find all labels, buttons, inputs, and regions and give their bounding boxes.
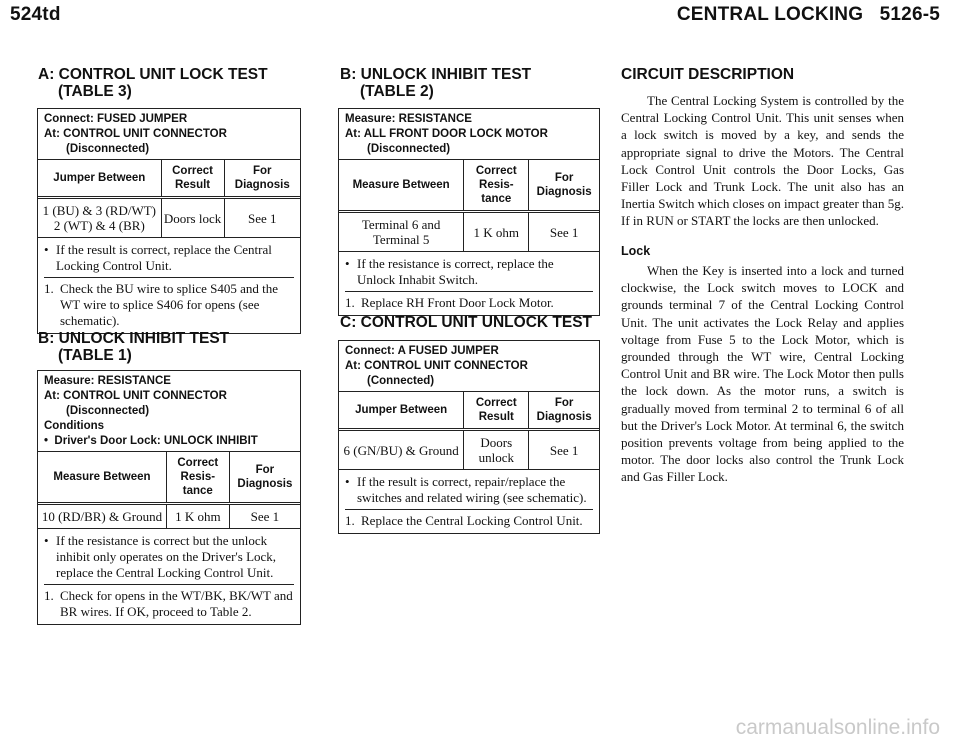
table-row — [38, 504, 300, 529]
table-cell: See 1 — [229, 504, 300, 529]
circuit-description-title: CIRCUIT DESCRIPTION — [621, 66, 795, 83]
bullet-icon: • — [345, 256, 350, 271]
bullet-icon: • — [44, 242, 49, 257]
note-text: Check the BU wire to splice S405 and the WT wire to splice S406 for opens (see schematic). — [60, 281, 279, 328]
state-line: (Disconnected) — [66, 405, 150, 417]
note-bullet — [345, 474, 593, 506]
column-header: Correct Result — [464, 392, 529, 430]
column-header: For Diagnosis — [529, 392, 599, 430]
at-line: At: CONTROL UNIT CONNECTOR — [44, 390, 227, 402]
section-b2-notes — [339, 252, 599, 315]
lock-paragraph: When the Key is inserted into a lock and turned clockwise, the Lock switch moves to LOCK and grounds terminal 7 of the Central Locking Control Unit. The unit activates the Lock Relay and applies voltage from Fuse 5 to the Lock Motor, which is grounded through the WT wire, Central Locking Control Unit and BR wire. The Lock Motor then pulls the lock down. As the motor runs, a switch is gradually moved from terminal 2 to terminal 6 of all but the Driver's Lock Motor. At terminal 6, the switch position prevents voltage from being applied to the motor. The door locks also control the Trunk Lock and Gas Filler Lock. — [621, 263, 904, 485]
column-header: Correct Result — [161, 160, 224, 198]
section-b2-title — [340, 66, 531, 100]
section-a-table — [38, 160, 300, 238]
table-cell: 10 (RD/BR) & Ground — [38, 504, 166, 529]
section-b1-title-line1: B: UNLOCK INHIBIT TEST — [38, 330, 230, 347]
condition-item — [44, 434, 294, 449]
section-b1-test-header — [38, 371, 300, 452]
section-a-test-header — [38, 109, 300, 160]
note-step — [44, 277, 294, 329]
section-a-test-box — [37, 108, 301, 334]
step-number: 1. — [345, 513, 355, 528]
column-header: Correct Resis- tance — [166, 452, 229, 504]
lock-subheading: Lock — [621, 244, 651, 258]
section-b2-title-line1: B: UNLOCK INHIBIT TEST — [340, 66, 532, 83]
column-header: Jumper Between — [339, 392, 464, 430]
note-text: If the resistance is correct, replace the Unlock Inhabit Switch. — [357, 256, 554, 287]
table-header-row — [339, 392, 599, 430]
column-header: For Diagnosis — [224, 160, 300, 198]
table-cell: See 1 — [529, 430, 599, 470]
note-text: If the resistance is correct but the unlock inhibit only operates on the Driver's Lock, replace the Central Locking Control Unit. — [56, 533, 277, 580]
table-cell: Doors unlock — [464, 430, 529, 470]
page-section-header: CENTRAL LOCKING 5126-5 — [676, 4, 940, 25]
column-header: Jumper Between — [38, 160, 161, 198]
section-b1-notes — [38, 529, 300, 624]
step-number: 1. — [44, 588, 54, 603]
page-model-code: 524td — [10, 4, 61, 25]
column-header: Correct Resis- tance — [464, 160, 529, 212]
table-header-row — [339, 160, 599, 212]
table-row — [339, 212, 599, 252]
table-header-row — [38, 160, 300, 198]
table-cell: See 1 — [529, 212, 599, 252]
measure-line: Measure: RESISTANCE — [44, 375, 171, 387]
at-line: At: CONTROL UNIT CONNECTOR — [44, 128, 227, 140]
conditions-label: Conditions — [44, 420, 105, 432]
at-line: At: ALL FRONT DOOR LOCK MOTOR — [345, 128, 548, 140]
state-line: (Disconnected) — [66, 143, 150, 155]
section-b2-test-box — [338, 108, 600, 316]
section-c-notes — [339, 470, 599, 533]
note-step — [44, 584, 294, 620]
column-header: For Diagnosis — [229, 452, 300, 504]
section-a-title — [38, 66, 268, 100]
note-text: Replace RH Front Door Lock Motor. — [361, 295, 554, 310]
watermark: carmanualsonline.info — [735, 716, 940, 739]
table-cell: Doors lock — [161, 198, 224, 238]
column-header: Measure Between — [38, 452, 166, 504]
section-a-title-line2: (TABLE 3) — [58, 83, 132, 100]
section-b1-test-box — [37, 370, 301, 625]
connect-line: Connect: A FUSED JUMPER — [345, 345, 499, 357]
at-line: At: CONTROL UNIT CONNECTOR — [345, 360, 528, 372]
table-cell: See 1 — [224, 198, 300, 238]
table-cell: 1 K ohm — [166, 504, 229, 529]
step-number: 1. — [44, 281, 54, 296]
table-row — [339, 430, 599, 470]
section-c-title: C: CONTROL UNIT UNLOCK TEST — [340, 314, 593, 331]
table-row — [38, 198, 300, 238]
section-c-test-header — [339, 341, 599, 392]
bullet-icon: • — [345, 474, 350, 489]
table-cell: Terminal 6 and Terminal 5 — [339, 212, 464, 252]
note-bullet — [44, 533, 294, 581]
note-text: If the result is correct, replace the Central Locking Control Unit. — [56, 242, 272, 273]
section-a-title-line1: A: CONTROL UNIT LOCK TEST — [38, 66, 268, 83]
condition-text: Driver's Door Lock: UNLOCK INHIBIT — [54, 435, 258, 447]
section-a-notes — [38, 238, 300, 333]
state-line: (Disconnected) — [367, 143, 451, 155]
measure-line: Measure: RESISTANCE — [345, 113, 472, 125]
connect-line: Connect: FUSED JUMPER — [44, 113, 188, 125]
column-header: For Diagnosis — [529, 160, 599, 212]
step-number: 1. — [345, 295, 355, 310]
note-step — [345, 509, 593, 529]
section-b2-title-line2: (TABLE 2) — [360, 83, 434, 100]
circuit-description-paragraph: The Central Locking System is controlled by the Central Locking Control Unit. This unit senses when a lock switch is moved by a key, and sends the appropriate signal to drive the Motors. The Central Lock Control Unit controls the Door Locks, Gas Filler Lock and Trunk Lock. The unit also has an Inertia Switch which closes on impact greater than 5g. If in RUN or START the locks are then unlocked. — [621, 93, 904, 229]
note-text: Check for opens in the WT/BK, BK/WT and BR wires. If OK, proceed to Table 2. — [60, 588, 293, 619]
section-c-table — [339, 392, 599, 470]
table-header-row — [38, 452, 300, 504]
note-step — [345, 291, 593, 311]
section-b1-title — [38, 330, 229, 364]
note-bullet — [44, 242, 294, 274]
section-b2-test-header — [339, 109, 599, 160]
note-text: Replace the Central Locking Control Unit. — [361, 513, 583, 528]
table-cell: 6 (GN/BU) & Ground — [339, 430, 464, 470]
note-text: If the result is correct, repair/replace the switches and related wiring (see schematic). — [357, 474, 587, 505]
bullet-icon: • — [44, 435, 55, 447]
section-b2-table — [339, 160, 599, 252]
column-header: Measure Between — [339, 160, 464, 212]
section-b1-title-line2: (TABLE 1) — [58, 347, 132, 364]
table-cell: 1 (BU) & 3 (RD/WT) 2 (WT) & 4 (BR) — [38, 198, 161, 238]
section-b1-table — [38, 452, 300, 529]
note-bullet — [345, 256, 593, 288]
section-c-test-box — [338, 340, 600, 534]
bullet-icon: • — [44, 533, 49, 548]
state-line: (Connected) — [367, 375, 435, 387]
table-cell: 1 K ohm — [464, 212, 529, 252]
